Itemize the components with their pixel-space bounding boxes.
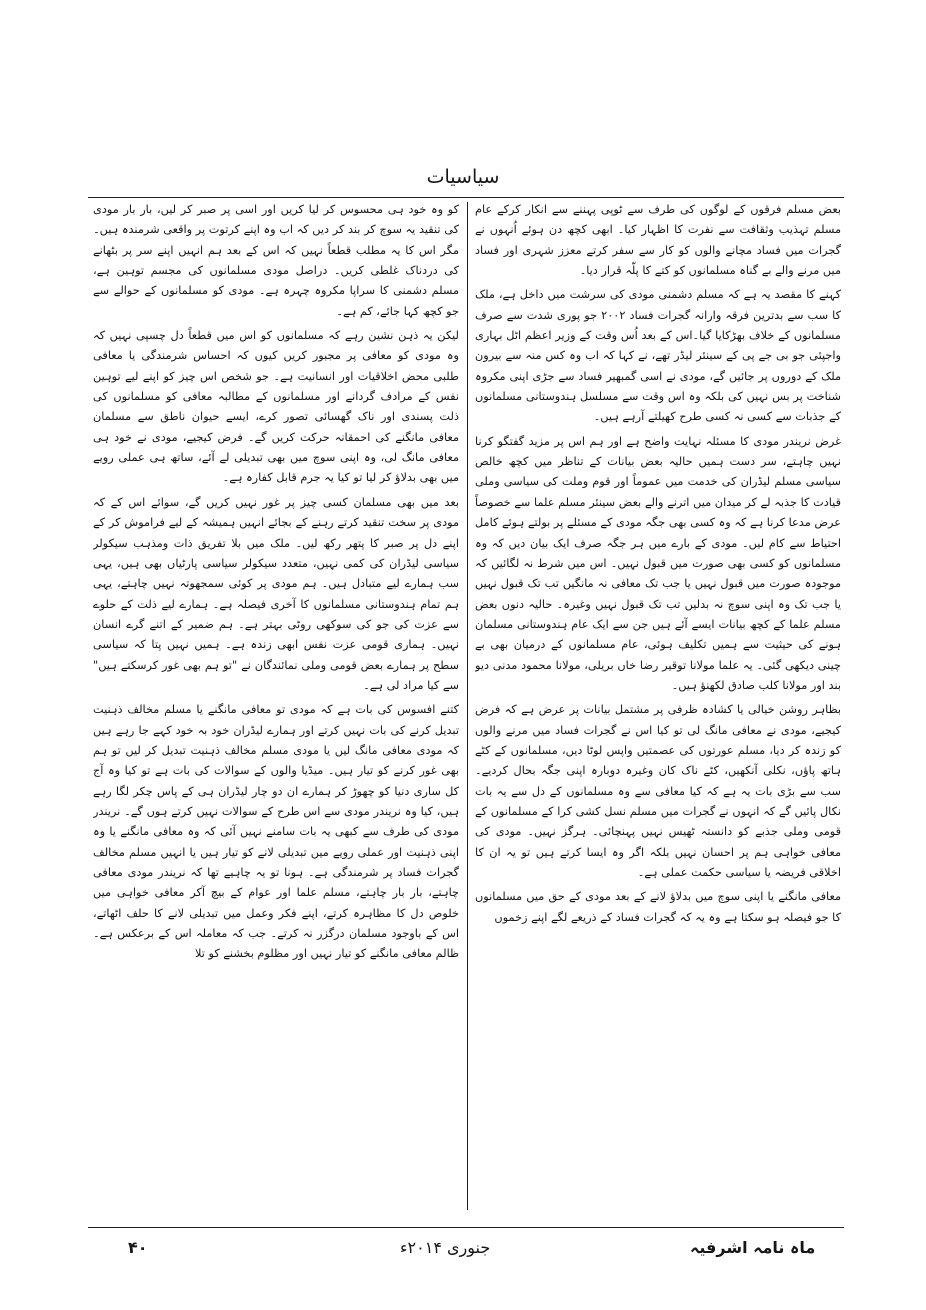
paragraph: کتنے افسوس کی بات ہے کہ مودی تو معافی مانگنے یا مسلم مخالف ذہنیت تبدیل کرنے کی بات نہیں کرتے اور ہمارے لیڈران خود بہ خود کہے جا رہے ہیں کہ مودی معافی مانگ لیں یا مودی مسلم مخالف ذہنیت تبدیل کر لیں تو ہم بھی غور کرنے کو تیار ہیں۔ میڈیا والوں کے سوالات کی بات ہے تو کیا وہ آج کل ساری دنیا کو چھوڑ کر ہمارے ان دو چار لیڈران ہی کے پاس چکر لگا رہے ہیں، کیا وہ نریندر مودی سے اس طرح کے سوالات نہیں کرتے ہوں گے۔ نریندر مودی کی طرف سے کبھی یہ بات سامنے نہیں آئی کہ وہ معافی مانگنے یا وہ اپنی ذہنیت اور عملی رویے میں تبدیلی لانے کو تیار ہیں یا انہیں مسلم مخالف گجرات فساد پر شرمندگی ہے۔ ہونا تو یہ چاہیے تھا کہ نریندر مودی معافی چاہتے، بار بار چاہتے، مسلم علما اور عوام کے بیچ آکر معافی خواہی میں خلوص دل کا مظاہرہ کرتے، اپنے فکر وعمل میں تبدیلی لانے کا حلف اٹھاتے، اس کے باوجود مسلمان درگزر نہ کرتے۔ جب کہ معاملہ اس کے برعکس ہے۔ ظالم معافی مانگنے کو تیار نہیں اور مظلوم بخشنے کو تلا	[93, 703, 459, 961]
header-rule	[88, 197, 844, 198]
paragraph: بعض مسلم فرقوں کے لوگوں کی طرف سے ٹوپی پہننے سے انکار کرکے عام مسلم تہذیب وثقافت سے نفرت کا اظہار کیا۔ ابھی کچھ دن ہوئے اُنہوں نے گجرات میں فساد مچانے والوں کو کار سے سفر کرتے معزز شہری اور فساد میں مرنے والے بے گناہ مسلمانوں کو کتے کا پلّہ قرار دیا۔	[475, 203, 841, 278]
paragraph: کہنے کا مقصد یہ ہے کہ مسلم دشمنی مودی کی سرشت میں داخل ہے، ملک کا سب سے بدترین فرقہ وارانہ گجرات فساد ۲۰۰۲ جو پوری شدت سے صرف مسلمانوں کے خلاف بھڑکایا گیا۔اس کے بعد اُس وقت کے وزیر اعظم اٹل بہاری واجپئی جو بی جے پی کے سینئر لیڈر تھے، نے کہا کہ اب وہ کس منہ سے بیرون ملک کے دوروں پر جائیں گے، مودی نے اسی گمبھیر فساد سے جڑی اپنی مکروہ شناخت پر بس نہیں کی بلکہ وہ اس وقت سے مسلسل ہندوستانی مسلمانوں کے جذبات سے کسی نہ کسی طرح کھیلتے آرہے ہیں۔	[475, 288, 841, 424]
paragraph: معافی مانگنے یا اپنی سوچ میں بدلاؤ لانے کے بعد مودی کے حق میں مسلمانوں کا جو فیصلہ ہو سکتا ہے وہ یہ کہ گجرات فساد کے ذریعے لگے اپنے زخموں	[475, 890, 841, 924]
page-number: ۴۰	[128, 1238, 148, 1257]
left-column	[93, 200, 459, 1206]
paragraph: بظاہر روشن خیالی یا کشادہ ظرفی پر مشتمل بیانات پر عرض ہے کہ فرض کیجیے، مودی نے معافی مانگ لی تو کیا اس نے گجرات فساد میں مرنے والوں کو زندہ کر دیا، مسلم عورتوں کی عصمتیں واپس لوٹا دیں، مسلمانوں کے کٹے ہاتھ پاؤں، نکلی آنکھیں، کٹے ناک کان وغیرہ دوبارہ اپنی جگہ بحال کردیے۔ سب سے بڑی بات یہ ہے کہ کیا معافی سے وہ مسلمانوں کے دل سے یہ بات نکال پائیں گے کہ انہوں نے گجرات میں مسلم نسل کشی کرا کے مسلمانوں کے قومی وملی جذبے کو دانستہ ٹھیس نہیں پہنچائی۔ ہرگز نہیں۔ مودی کی معافی خواہی ہم پر احسان نہیں بلکہ اگر وہ ایسا کرتے ہیں تو یہ ان کا اخلاقی فریضہ یا سیاسی حکمت عملی ہے۔	[475, 703, 841, 879]
paragraph: غرض نریندر مودی کا مسئلہ نہایت واضح ہے اور ہم اس پر مزید گفتگو کرنا نہیں چاہتے، سر دست ہمیں حالیہ بعض بیانات کے تناظر میں کچھ خالص سیاسی مسلم لیڈران کی خدمت میں عموماً اور قوم وملت کی سیاسی وملی قیادت کا جذبہ لے کر میدان میں اترنے والے بعض سینئر مسلم علما سے خصوصاً عرض مدعا کرنا ہے کہ وہ کسی بھی جگہ مودی کے مسئلے پر بولتے ہوئے کامل احتیاط سے کام لیں۔ مودی کے بارے میں ہر جگہ صرف ایک بیان دیں کہ وہ مسلمانوں کو کسی بھی صورت میں قبول نہیں۔ اس میں شرط نہ لگائیں کہ موجودہ صورت میں قبول نہیں یا جب تک معافی نہ مانگیں تب تک قبول نہیں یا جب تک وہ اپنی سوچ نہ بدلیں تب تک قبول نہیں وغیرہ۔ حالیہ دنوں بعض مسلم علما کے کچھ بیانات ایسے آئے ہیں جن سے ایک عام ہندوستانی مسلمان ہونے کی حیثیت سے ہمیں تکلیف ہوئی، عام مسلمانوں کے درمیان بھی بے چینی دیکھی گئی۔ یہ علما مولانا توقیر رضا خاں بریلی، مولانا محمود مدنی دیو بند اور مولانا کلب صادق لکھنؤ ہیں۔	[475, 434, 841, 692]
right-column	[475, 200, 841, 1206]
paragraph: بعد میں بھی مسلمان کسی چیز پر غور نہیں کریں گے، سوائے اس کے کہ مودی پر سخت تنقید کرتے رہنے کے بجائے انہیں ہمیشہ کے لیے فراموش کر کے اپنے دل پر صبر کا پتھر رکھ لیں۔ ملک میں بلا تفریق ذات ومذہب سیکولر سیاسی لیڈران کی کمی نہیں، متعدد سیکولر سیاسی پارٹیاں بھی ہیں، یہی سب ہمارے لیے متبادل ہیں۔ ہم مودی پر کوئی سمجھوتہ نہیں چاہتے، یہی ہم تمام ہندوستانی مسلمانوں کا آخری فیصلہ ہے۔ ہمارے لیے ذلت کے حلوے سے عزت کی جو کی سوکھی روٹی بہتر ہے۔ ہم ضمیر کے اتنے گرے انسان نہیں۔ ہماری قومی عزت نفس ابھی زندہ ہے۔ ہمیں نہیں پتا کہ سیاسی سطح پر ہمارے بعض قومی وملی نمائندگان نے "تو ہم بھی غور کرسکتے ہیں" سے کیا مراد لی ہے۔	[93, 495, 459, 692]
footer-rule	[88, 1227, 844, 1228]
section-title: سیاسیات	[426, 166, 500, 188]
paragraph: کو وہ خود ہی محسوس کر لیا کریں اور اسی پر صبر کر لیں، بار بار مودی کی تنقید یہ سوچ کر بند کر دیں کہ اب وہ اپنے کرتوت پر واقعی شرمندہ ہیں۔ مگر اس کا یہ مطلب قطعاً نہیں کہ اس کے بعد ہم انہیں اپنے سر پر بٹھانے کی دردناک غلطی کریں۔ دراصل مودی مسلمانوں کی مجسم توہین ہے، مسلم دشمنی کا سراپا مکروہ چہرہ ہے۔ مودی کو مسلمانوں کے حوالے سے جو کچھ کہا جائے، کم ہے۔	[93, 203, 459, 318]
paragraph: لیکن یہ ذہن نشین رہے کہ مسلمانوں کو اس میں قطعاً دل چسپی نہیں کہ وہ مودی کو معافی پر مجبور کریں کیوں کہ احساس شرمندگی یا معافی طلبی محض اخلاقیات اور انسانیت ہے۔ جو شخص اس چیز کو اپنے لیے توہین نفس کے مرادف گردانے اور مسلمانوں کے مطالبہ معافی کو مسلمانوں کی ذلت پسندی اور ناک گھسائی تصور کرے، ایسے حیوان ناطق سے مسلمان معافی مانگنے کی احمقانہ حرکت کریں گے۔ فرض کیجیے، مودی نے خود ہی معافی مانگ لی، وہ اپنی سوچ میں بھی تبدیلی لے آئے، ساتھ ہی عملی رویے میں بھی بدلاؤ کر لیا تو کیا یہ جرم قابل کفارہ ہے۔	[93, 329, 459, 485]
magazine-name: ماہ نامہ اشرفیہ	[690, 1238, 816, 1257]
column-divider	[467, 202, 468, 1210]
issue-date: جنوری ۲۰۱۴ء	[400, 1238, 491, 1257]
